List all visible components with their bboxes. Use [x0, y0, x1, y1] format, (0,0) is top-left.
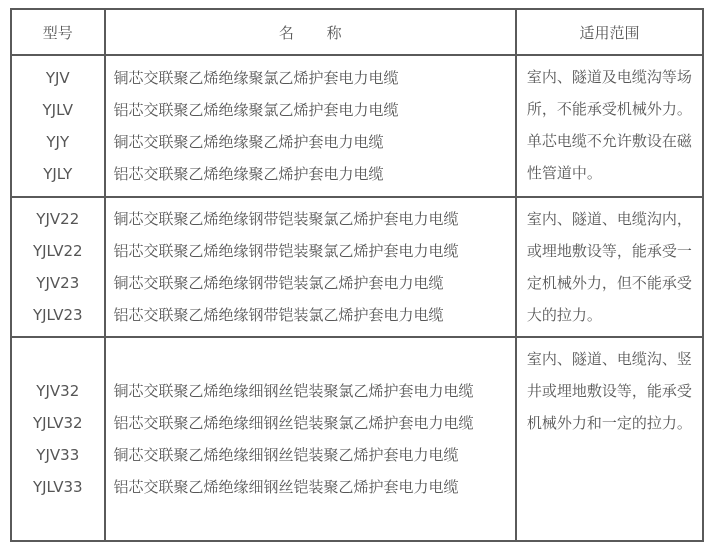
cable-name: 铝芯交联聚乙烯绝缘钢带铠装氯乙烯护套电力电缆 [113, 306, 444, 324]
model-code: YJLV23 [32, 306, 83, 324]
table-row [11, 55, 703, 197]
cable-name: 铝芯交联聚乙烯绝缘钢带铠装聚氯乙烯护套电力电缆 [113, 242, 459, 260]
cable-name: 铜芯交联聚乙烯绝缘钢带铠装聚氯乙烯护套电力电缆 [113, 210, 459, 228]
model-code: YJLV33 [32, 478, 83, 496]
cable-name: 铝芯交联聚乙烯绝缘聚乙烯护套电力电缆 [113, 165, 384, 183]
header-name: 名 称 [105, 9, 516, 55]
scope-cell [516, 197, 703, 337]
header-scope: 适用范围 [516, 9, 703, 55]
model-code: YJY [46, 133, 70, 151]
cable-name: 铝芯交联聚乙烯绝缘聚氯乙烯护套电力电缆 [113, 101, 399, 119]
model-code: YJLY [43, 165, 73, 183]
scope-cell [516, 55, 703, 197]
header-model: 型号 [11, 9, 105, 55]
name-cell [105, 337, 516, 541]
cable-name: 铜芯交联聚乙烯绝缘细钢丝铠装聚乙烯护套电力电缆 [113, 446, 459, 464]
cable-spec-table [10, 8, 704, 542]
cable-name: 铜芯交联聚乙烯绝缘细钢丝铠装聚氯乙烯护套电力电缆 [113, 382, 474, 400]
model-code: YJV [45, 69, 70, 87]
scope-text: 室内、隧道、电缆沟内，或埋地敷设等，能承受一定机械外力，但不能承受大的拉力。 [526, 210, 692, 324]
header-row [11, 9, 703, 55]
model-code: YJV32 [36, 382, 80, 400]
table-row [11, 197, 703, 337]
model-cell [11, 197, 105, 337]
model-code: YJV22 [36, 210, 80, 228]
scope-cell [516, 337, 703, 541]
model-cell [11, 55, 105, 197]
model-code: YJLV32 [32, 414, 83, 432]
cable-name: 铜芯交联聚乙烯绝缘聚氯乙烯护套电力电缆 [113, 69, 399, 87]
model-code: YJV33 [36, 446, 80, 464]
name-cell [105, 55, 516, 197]
model-code: YJV23 [36, 274, 80, 292]
scope-text: 室内、隧道、电缆沟、竖井或埋地敷设等，能承受机械外力和一定的拉力。 [526, 350, 692, 432]
cable-name: 铜芯交联聚乙烯绝缘聚乙烯护套电力电缆 [113, 133, 384, 151]
cable-name: 铝芯交联聚乙烯绝缘细钢丝铠装聚乙烯护套电力电缆 [113, 478, 459, 496]
model-code: YJLV22 [32, 242, 83, 260]
name-cell [105, 197, 516, 337]
table-row [11, 337, 703, 541]
model-cell [11, 337, 105, 541]
cable-name: 铝芯交联聚乙烯绝缘细钢丝铠装聚氯乙烯护套电力电缆 [113, 414, 474, 432]
model-code: YJLV [42, 101, 74, 119]
scope-text: 室内、隧道及电缆沟等场所，不能承受机械外力。单芯电缆不允许敷设在磁性管道中。 [526, 68, 692, 182]
cable-name: 铜芯交联聚乙烯绝缘钢带铠装氯乙烯护套电力电缆 [113, 274, 444, 292]
